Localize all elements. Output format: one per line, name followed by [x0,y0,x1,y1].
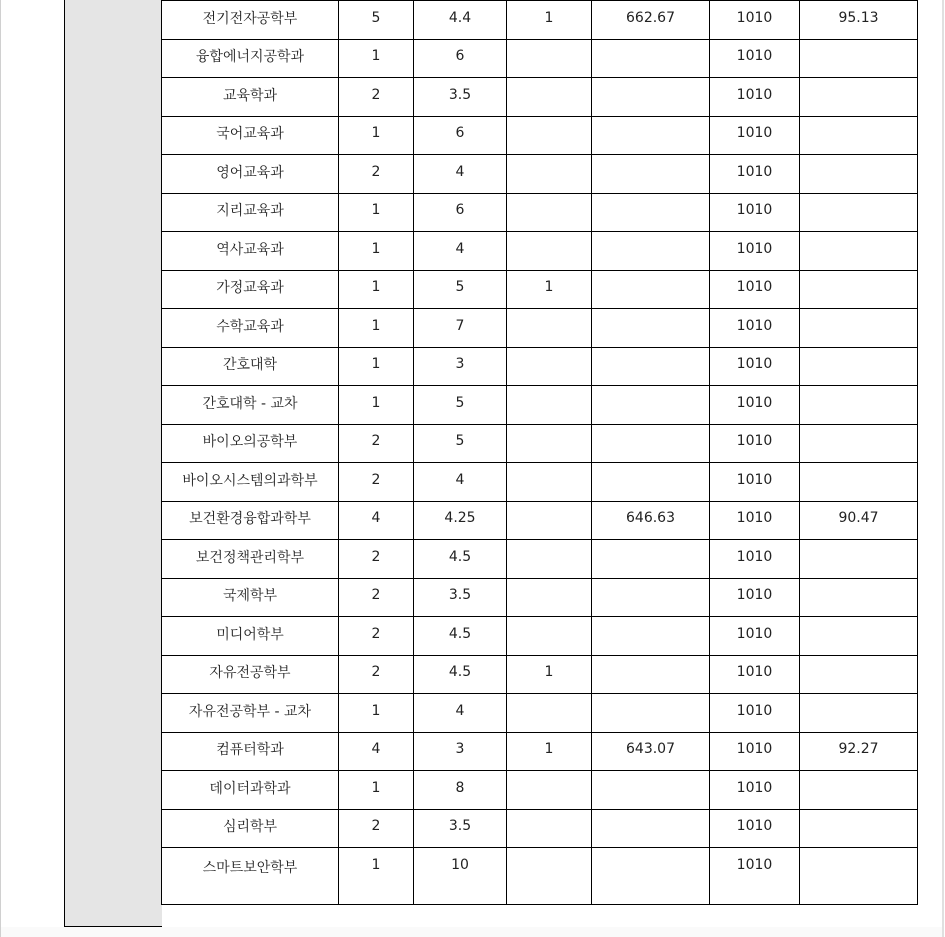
competition-ratio-cell: 4.5 [414,655,507,694]
competition-ratio-cell: 4.5 [414,617,507,656]
scrollbar-track[interactable] [942,0,944,937]
quota-cell: 1 [339,270,414,309]
score-cell [592,617,710,656]
quota-cell: 2 [339,540,414,579]
competition-ratio-cell: 4.4 [414,1,507,40]
quota-cell: 1 [339,848,414,905]
table-row [162,771,918,810]
max-score-cell: 1010 [710,732,800,771]
max-score-cell: 1010 [710,386,800,425]
table-row [162,116,918,155]
quota-cell: 2 [339,578,414,617]
table-row [162,463,918,502]
table-row [162,424,918,463]
quota-cell: 2 [339,78,414,117]
score-cell [592,578,710,617]
table-row [162,501,918,540]
table-row [162,694,918,733]
table-row [162,540,918,579]
score-cell: 646.63 [592,501,710,540]
max-score-cell: 1010 [710,309,800,348]
table-row [162,78,918,117]
competition-ratio-cell: 5 [414,270,507,309]
quota-cell: 1 [339,116,414,155]
score-cell [592,270,710,309]
department-name-cell: 미디어학부 [162,617,339,656]
max-score-cell: 1010 [710,463,800,502]
percentile-cell: 95.13 [800,1,918,40]
competition-ratio-cell: 3.5 [414,578,507,617]
waitlist-cell [507,193,592,232]
score-cell [592,771,710,810]
percentile-cell: 90.47 [800,501,918,540]
table-row [162,809,918,848]
table-row [162,270,918,309]
percentile-cell [800,116,918,155]
waitlist-cell [507,617,592,656]
competition-ratio-cell: 4 [414,463,507,502]
waitlist-cell [507,78,592,117]
competition-ratio-cell: 4 [414,694,507,733]
department-name-cell: 데이터과학과 [162,771,339,810]
score-cell [592,386,710,425]
score-cell [592,232,710,271]
percentile-cell [800,540,918,579]
table-row [162,347,918,386]
department-name-cell: 자유전공학부 - 교차 [162,694,339,733]
percentile-cell [800,232,918,271]
score-cell [592,694,710,733]
competition-ratio-cell: 7 [414,309,507,348]
percentile-cell [800,193,918,232]
percentile-cell [800,424,918,463]
table-row [162,386,918,425]
quota-cell: 2 [339,424,414,463]
competition-ratio-cell: 6 [414,39,507,78]
window-left-edge [0,0,1,937]
competition-ratio-cell: 10 [414,848,507,905]
score-cell [592,424,710,463]
department-name-cell: 보건정책관리학부 [162,540,339,579]
table-row [162,309,918,348]
competition-ratio-cell: 3 [414,732,507,771]
max-score-cell: 1010 [710,232,800,271]
table-row [162,578,918,617]
department-name-cell: 스마트보안학부 [162,848,339,905]
department-name-cell: 자유전공학부 [162,655,339,694]
percentile-cell [800,78,918,117]
max-score-cell: 1010 [710,347,800,386]
competition-ratio-cell: 5 [414,424,507,463]
score-cell [592,39,710,78]
quota-cell: 4 [339,732,414,771]
college-group-cell [64,0,162,927]
department-name-cell: 컴퓨터학과 [162,732,339,771]
max-score-cell: 1010 [710,694,800,733]
score-cell: 662.67 [592,1,710,40]
waitlist-cell: 1 [507,732,592,771]
department-name-cell: 보건환경융합과학부 [162,501,339,540]
score-cell: 643.07 [592,732,710,771]
percentile-cell [800,771,918,810]
department-name-cell: 수학교육과 [162,309,339,348]
waitlist-cell [507,501,592,540]
score-cell [592,809,710,848]
table-row [162,617,918,656]
waitlist-cell [507,694,592,733]
percentile-cell [800,155,918,194]
max-score-cell: 1010 [710,848,800,905]
waitlist-cell [507,386,592,425]
percentile-cell [800,694,918,733]
percentile-cell [800,309,918,348]
score-cell [592,463,710,502]
max-score-cell: 1010 [710,424,800,463]
max-score-cell: 1010 [710,501,800,540]
competition-ratio-cell: 4.5 [414,540,507,579]
waitlist-cell [507,116,592,155]
quota-cell: 1 [339,309,414,348]
quota-cell: 1 [339,232,414,271]
competition-ratio-cell: 4.25 [414,501,507,540]
percentile-cell [800,848,918,905]
percentile-cell [800,39,918,78]
quota-cell: 1 [339,193,414,232]
waitlist-cell [507,848,592,905]
max-score-cell: 1010 [710,771,800,810]
quota-cell: 2 [339,617,414,656]
percentile-cell [800,270,918,309]
table-row [162,155,918,194]
quota-cell: 1 [339,694,414,733]
table-row [162,732,918,771]
max-score-cell: 1010 [710,578,800,617]
waitlist-cell [507,463,592,502]
competition-ratio-cell: 4 [414,155,507,194]
max-score-cell: 1010 [710,655,800,694]
percentile-cell [800,655,918,694]
max-score-cell: 1010 [710,1,800,40]
percentile-cell [800,809,918,848]
max-score-cell: 1010 [710,540,800,579]
page-bottom [1,927,942,937]
score-cell [592,116,710,155]
department-name-cell: 국제학부 [162,578,339,617]
table-row [162,655,918,694]
percentile-cell [800,578,918,617]
waitlist-cell [507,771,592,810]
competition-ratio-cell: 5 [414,386,507,425]
department-name-cell: 교육학과 [162,78,339,117]
percentile-cell [800,617,918,656]
department-name-cell: 전기전자공학부 [162,1,339,40]
waitlist-cell [507,809,592,848]
score-cell [592,155,710,194]
max-score-cell: 1010 [710,270,800,309]
waitlist-cell [507,347,592,386]
department-name-cell: 융합에너지공학과 [162,39,339,78]
quota-cell: 2 [339,463,414,502]
score-cell [592,78,710,117]
max-score-cell: 1010 [710,155,800,194]
department-name-cell: 간호대학 - 교차 [162,386,339,425]
score-cell [592,309,710,348]
quota-cell: 1 [339,347,414,386]
department-name-cell: 바이오시스템의과학부 [162,463,339,502]
waitlist-cell [507,540,592,579]
quota-cell: 1 [339,39,414,78]
department-name-cell: 심리학부 [162,809,339,848]
admission-results-table [161,0,918,905]
quota-cell: 2 [339,655,414,694]
waitlist-cell [507,309,592,348]
competition-ratio-cell: 6 [414,193,507,232]
table-row [162,848,918,905]
competition-ratio-cell: 6 [414,116,507,155]
competition-ratio-cell: 8 [414,771,507,810]
competition-ratio-cell: 3.5 [414,78,507,117]
waitlist-cell [507,232,592,271]
department-name-cell: 가정교육과 [162,270,339,309]
max-score-cell: 1010 [710,39,800,78]
quota-cell: 2 [339,155,414,194]
waitlist-cell [507,424,592,463]
table-row [162,232,918,271]
max-score-cell: 1010 [710,116,800,155]
max-score-cell: 1010 [710,193,800,232]
percentile-cell [800,386,918,425]
max-score-cell: 1010 [710,809,800,848]
competition-ratio-cell: 3 [414,347,507,386]
waitlist-cell: 1 [507,1,592,40]
waitlist-cell [507,578,592,617]
department-name-cell: 영어교육과 [162,155,339,194]
table-row [162,193,918,232]
score-cell [592,193,710,232]
percentile-cell: 92.27 [800,732,918,771]
department-name-cell: 역사교육과 [162,232,339,271]
department-name-cell: 간호대학 [162,347,339,386]
quota-cell: 2 [339,809,414,848]
table-row [162,1,918,40]
competition-ratio-cell: 4 [414,232,507,271]
waitlist-cell [507,155,592,194]
quota-cell: 1 [339,771,414,810]
quota-cell: 4 [339,501,414,540]
waitlist-cell: 1 [507,270,592,309]
score-cell [592,347,710,386]
max-score-cell: 1010 [710,617,800,656]
quota-cell: 1 [339,386,414,425]
department-name-cell: 바이오의공학부 [162,424,339,463]
table-row [162,39,918,78]
max-score-cell: 1010 [710,78,800,117]
competition-ratio-cell: 3.5 [414,809,507,848]
department-name-cell: 지리교육과 [162,193,339,232]
percentile-cell [800,463,918,502]
score-cell [592,540,710,579]
waitlist-cell: 1 [507,655,592,694]
waitlist-cell [507,39,592,78]
quota-cell: 5 [339,1,414,40]
percentile-cell [800,347,918,386]
score-cell [592,655,710,694]
score-cell [592,848,710,905]
department-name-cell: 국어교육과 [162,116,339,155]
